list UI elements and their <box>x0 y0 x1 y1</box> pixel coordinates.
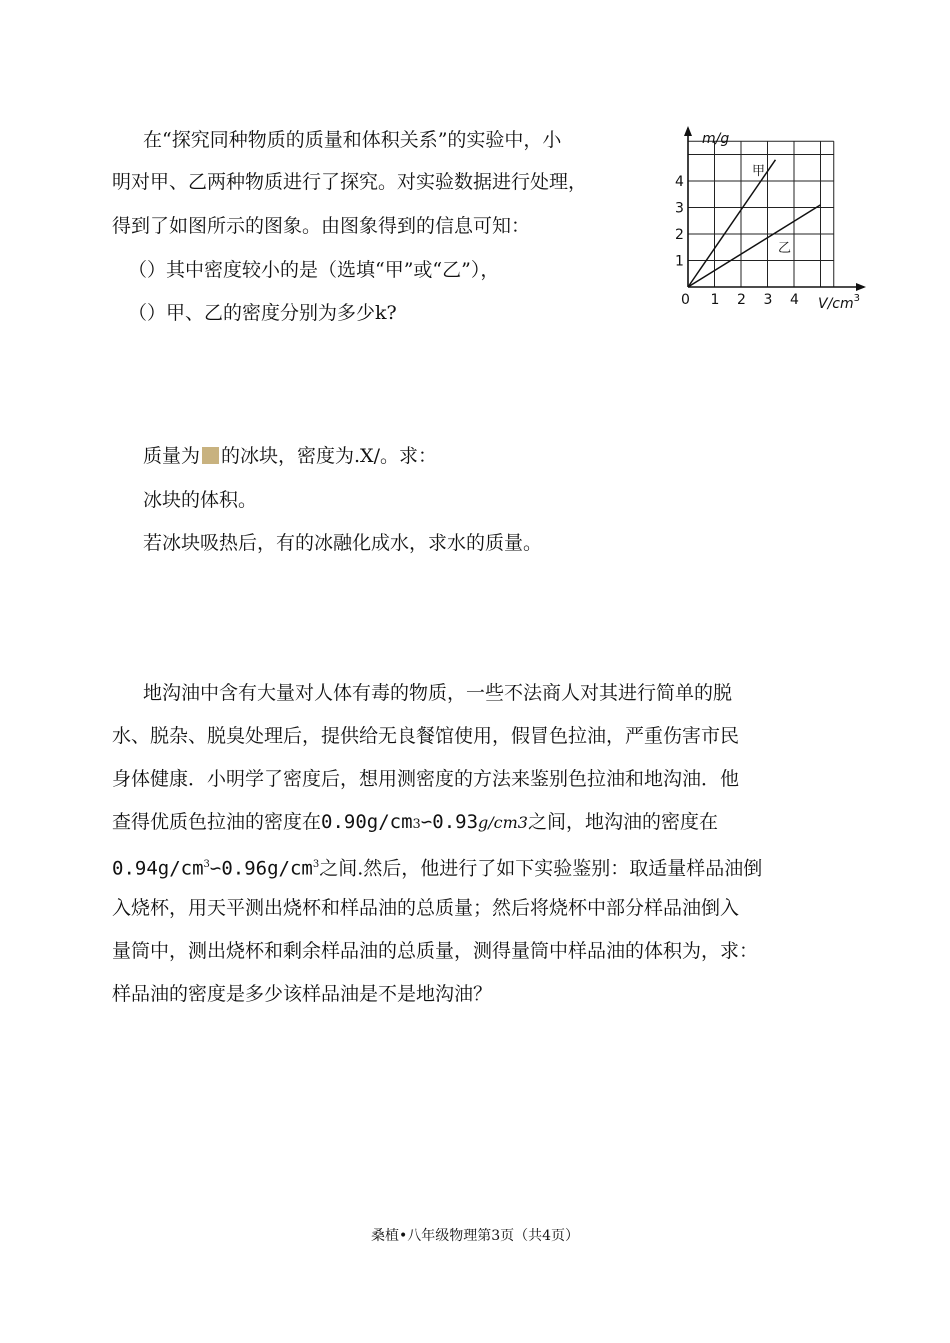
mass-volume-graph <box>668 120 878 320</box>
y-axis-label: m/g <box>702 131 730 147</box>
origin-label: 0 <box>681 292 690 308</box>
x-axis-arrow <box>856 283 866 291</box>
q3-line-4-rest: 之间，地沟油的密度在 <box>527 811 718 833</box>
q1-subquestion-2: （）甲、乙的密度分别为多少k? <box>128 302 397 324</box>
q3-line-1: 地沟油中含有大量对人体有毒的物质，一些不法商人对其进行简单的脱 <box>143 682 733 704</box>
q1-line-1: 在“探究同种物质的质量和体积关系”的实验中，小 <box>143 129 562 151</box>
q3-line-4-unit: g/cm3 <box>478 813 528 832</box>
q3-line-4-value-high: ∽0.93 <box>420 811 479 833</box>
y-axis-arrow <box>684 126 692 136</box>
y-tick-label: 2 <box>675 227 684 243</box>
q2-line-1-post: 的冰块，密度为.X/。求： <box>221 445 437 467</box>
q3-line-5-sup-2: 3 <box>312 859 320 870</box>
y-tick-label: 4 <box>675 174 684 190</box>
q2-line-3: 若冰块吸热后，有的冰融化成水，求水的质量。 <box>143 532 543 554</box>
x-tick-label: 4 <box>790 292 799 308</box>
series-line-yi <box>688 205 821 287</box>
q3-line-5 <box>112 853 762 880</box>
x-axis-label: $V/cm^3$ <box>818 293 861 312</box>
series-label-yi: 乙 <box>778 241 792 256</box>
q3-line-3: 身体健康．小明学了密度后，想用测密度的方法来鉴别色拉油和地沟油．他 <box>112 768 740 790</box>
q1-subquestion-1: （）其中密度较小的是（选填“甲”或“乙”）， <box>128 259 500 281</box>
x-tick-label: 3 <box>763 292 773 308</box>
q3-line-5-value-low: 0.94g/cm <box>112 857 204 880</box>
series-label-jia: 甲 <box>752 164 766 179</box>
q3-line-4-text: 查得优质色拉油的密度在 <box>112 811 322 833</box>
x-tick-label: 2 <box>737 292 746 308</box>
missing-value-placeholder <box>202 447 219 464</box>
x-tick-label: 1 <box>710 292 720 308</box>
page-footer: 桑植•八年级物理第3页（共4页） <box>370 1228 580 1244</box>
q3-line-2: 水、脱杂、脱臭处理后，提供给无良餐馆使用，假冒色拉油，严重伤害市民 <box>112 725 740 747</box>
q3-line-4-value-low: 0.90g/cm <box>321 811 413 833</box>
q3-line-5-sup-1: 3 <box>203 859 210 870</box>
y-tick-label: 3 <box>675 200 684 217</box>
q3-line-8: 样品油的密度是多少该样品油是不是地沟油？ <box>112 983 493 1005</box>
q2-line-1 <box>143 444 437 468</box>
q3-line-7: 量筒中，测出烧杯和剩余样品油的总质量，测得量筒中样品油的体积为，求： <box>112 940 759 962</box>
q3-line-4 <box>112 810 718 837</box>
q3-line-5-value-high: ∽0.96g/cm <box>209 857 313 880</box>
q2-line-1-pre: 质量为 <box>143 445 201 467</box>
q3-line-4-unit-sup: 3 <box>412 817 421 832</box>
graph-axes <box>684 126 866 291</box>
q1-line-2: 明对甲、乙两种物质进行了探究。对实验数据进行处理， <box>112 171 588 193</box>
x-axis-label-sup: 3 <box>853 293 861 304</box>
q3-line-5-rest: 之间.然后，他进行了如下实验鉴别：取适量样品油倒 <box>319 857 763 880</box>
q2-line-2: 冰块的体积。 <box>143 489 258 511</box>
y-tick-label: 1 <box>675 253 684 270</box>
q3-line-6: 入烧杯，用天平测出烧杯和样品油的总质量；然后将烧杯中部分样品油倒入 <box>112 897 740 919</box>
q1-line-3: 得到了如图所示的图象。由图象得到的信息可知： <box>112 215 531 237</box>
